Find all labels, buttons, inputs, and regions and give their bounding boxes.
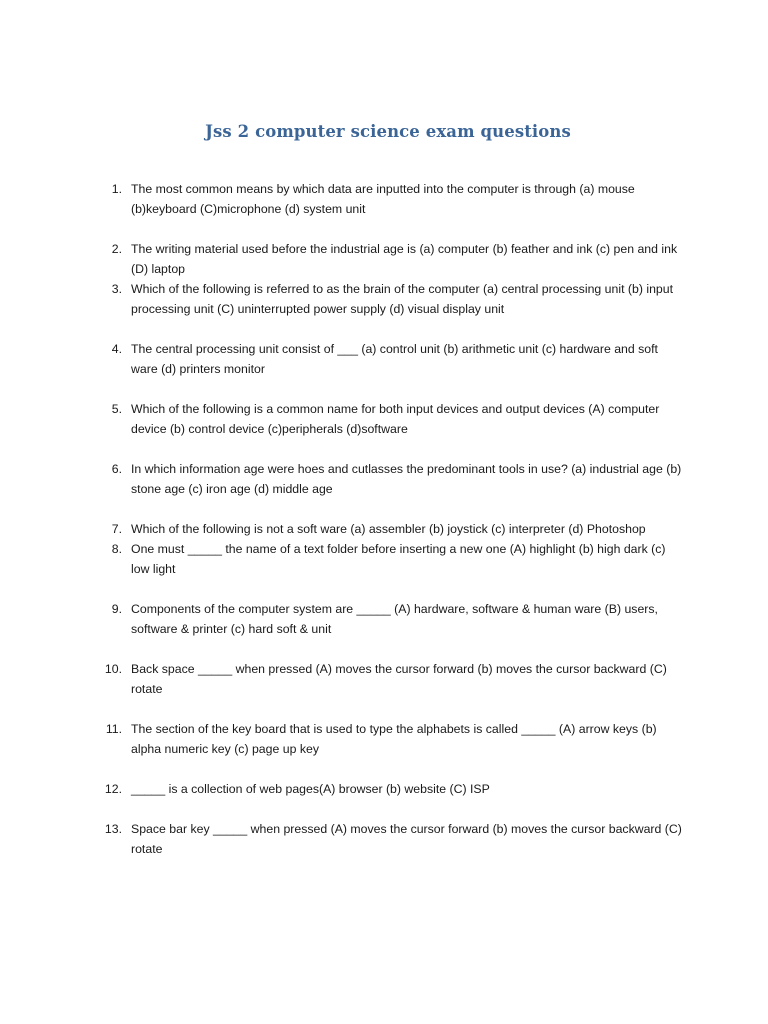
question-item (96, 279, 686, 319)
question-item (96, 339, 686, 379)
question-text: The most common means by which data are inputted into the computer is through (a) mouse (b)keyboard (C)microphone (d) system unit (131, 182, 635, 216)
question-text: Space bar key _____ when pressed (A) moves the cursor forward (b) moves the cursor backward (C) rotate (131, 822, 682, 856)
question-text: Which of the following is a common name for both input devices and output devices (A) computer device (b) control device (c)peripherals (d)software (131, 402, 660, 436)
question-item (96, 179, 686, 219)
question-number: 3. (111, 282, 122, 296)
question-text: _____ is a collection of web pages(A) browser (b) website (C) ISP (131, 782, 490, 796)
question-item (96, 599, 686, 639)
question-number: 5. (111, 402, 122, 416)
question-number: 1. (111, 182, 122, 196)
question-text: In which information age were hoes and cutlasses the predominant tools in use? (a) industrial age (b) stone age (c) iron age (d) middle age (131, 462, 682, 496)
question-text: The writing material used before the industrial age is (a) computer (b) feather and ink (c) pen and ink (D) laptop (131, 242, 678, 276)
question-text: The central processing unit consist of ___ (a) control unit (b) arithmetic unit (c) hardware and soft ware (d) printers monitor (131, 342, 658, 376)
question-text: Which of the following is referred to as the brain of the computer (a) central processing unit (b) input processing unit (C) uninterrupted power supply (d) visual display unit (131, 282, 674, 316)
question-text: One must _____ the name of a text folder before inserting a new one (A) highlight (b) high dark (c) low light (131, 542, 666, 576)
question-item (96, 459, 686, 499)
question-item (96, 819, 686, 859)
question-item (96, 399, 686, 439)
question-item (96, 779, 686, 799)
question-number: 6. (111, 462, 122, 476)
question-item (96, 539, 686, 579)
question-text: The section of the key board that is used to type the alphabets is called _____ (A) arrow keys (b) alpha numeric key (c) page up key (131, 722, 657, 756)
question-number: 2. (111, 242, 122, 256)
question-number: 7. (111, 522, 122, 536)
question-number: 8. (111, 542, 122, 556)
question-text: Which of the following is not a soft ware (a) assembler (b) joystick (c) interpreter (d) Photoshop (131, 522, 646, 536)
question-number: 12. (104, 782, 122, 796)
question-number: 4. (111, 342, 122, 356)
question-item (96, 719, 686, 759)
page-title: Jss 2 computer science exam questions (205, 122, 571, 141)
question-number: 13. (104, 822, 122, 836)
question-item (96, 239, 686, 279)
question-text: Components of the computer system are _____ (A) hardware, software & human ware (B) users, software & printer (c) hard soft & unit (131, 602, 658, 636)
question-text: Back space _____ when pressed (A) moves the cursor forward (b) moves the cursor backward (C) rotate (131, 662, 667, 696)
question-number: 9. (111, 602, 122, 616)
question-item (96, 659, 686, 699)
question-item (96, 519, 686, 539)
question-number: 11. (105, 722, 122, 736)
question-number: 10. (104, 662, 122, 676)
